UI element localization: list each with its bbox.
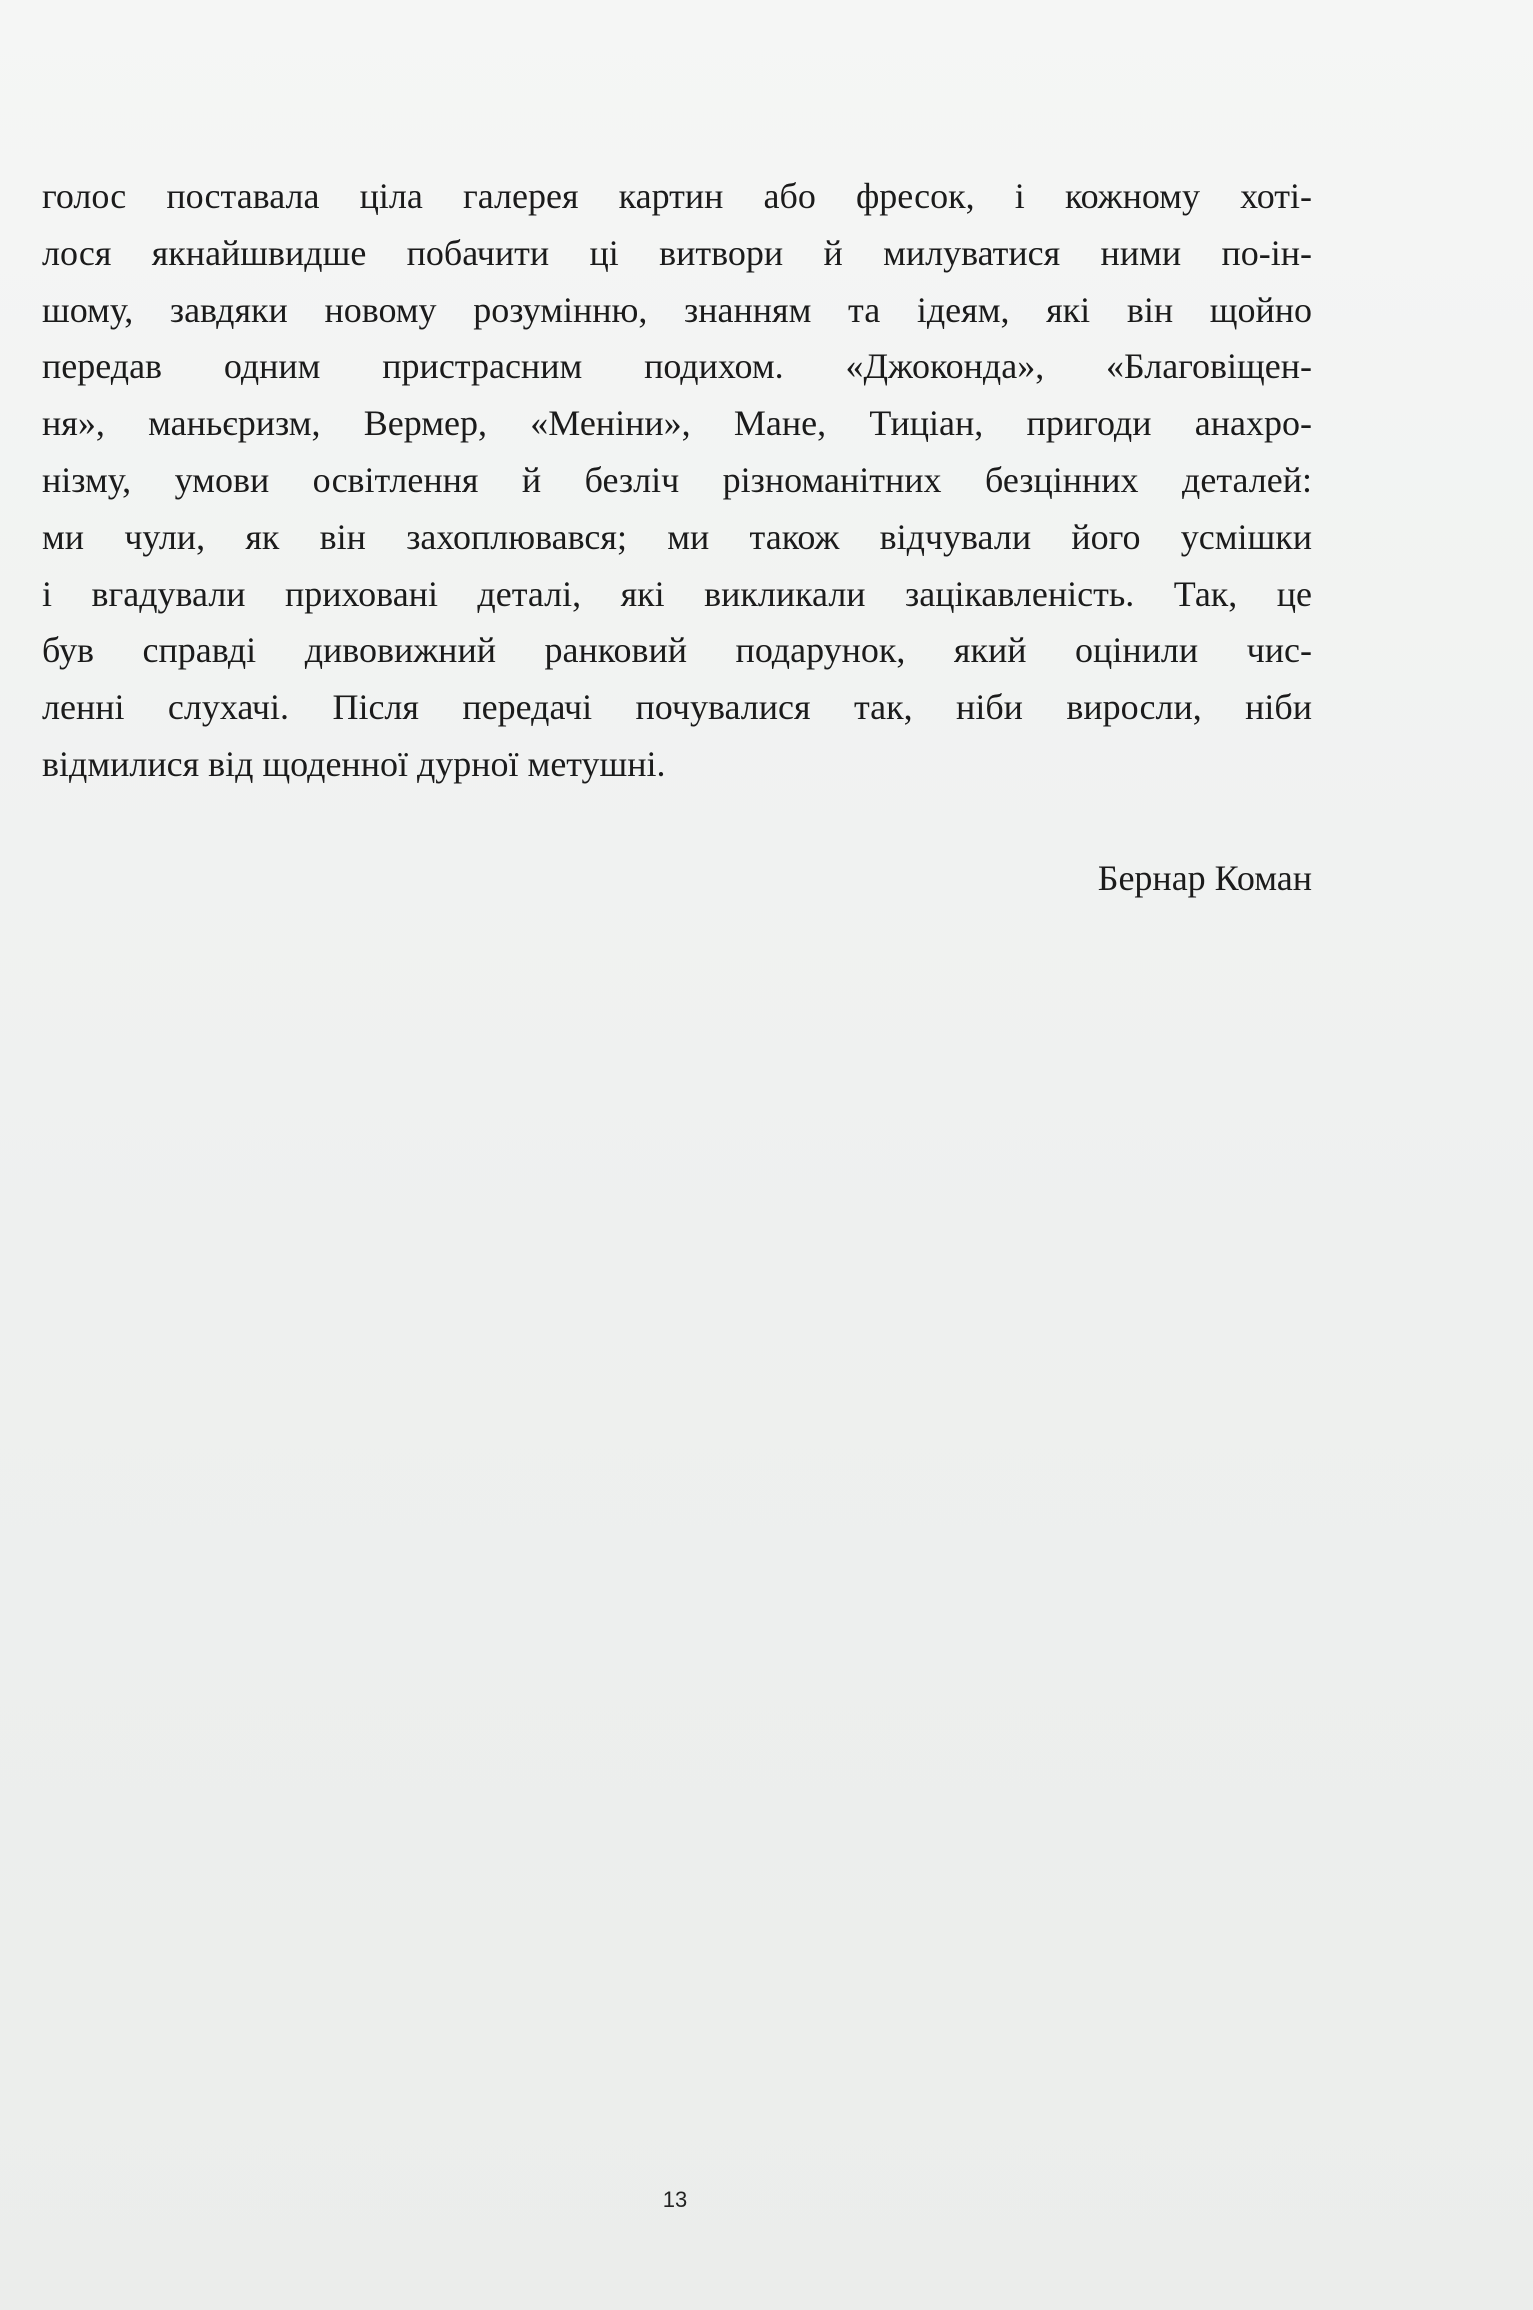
text-line: ленні слухачі. Після передачі почувалися так, ніби виросли, ніби [42,687,1312,728]
text-line: ми чули, як він захоплювався; ми також відчували його усмішки [42,516,1312,557]
author-signature: Бернар Коман [1097,858,1312,898]
text-line: передав одним пристрасним подихом. «Джоконда», «Благовіщен- [42,346,1312,387]
text-line: був справді дивовижний ранковий подарунок, який оцінили чис- [42,630,1312,671]
text-line: і вгадували приховані деталі, які викликали зацікавленість. Так, це [42,573,1312,614]
body-text [42,168,1312,793]
text-line: відмилися від щоденної дурної метушні. [42,743,666,784]
text-line: ня», маньєризм, Вермер, «Меніни», Мане, Тиціан, пригоди анахро- [42,403,1312,444]
text-line: голос поставала ціла галерея картин або фресок, і кожному хоті- [42,176,1312,216]
text-line: нізму, умови освітлення й безліч різноманітних безцінних деталей: [42,459,1312,500]
text-line: лося якнайшвидше побачити ці витвори й милуватися ними по-ін- [42,232,1312,273]
page-number: 13 [662,2187,688,2212]
text-line: шому, завдяки новому розумінню, знанням та ідеям, які він щойно [42,289,1312,330]
